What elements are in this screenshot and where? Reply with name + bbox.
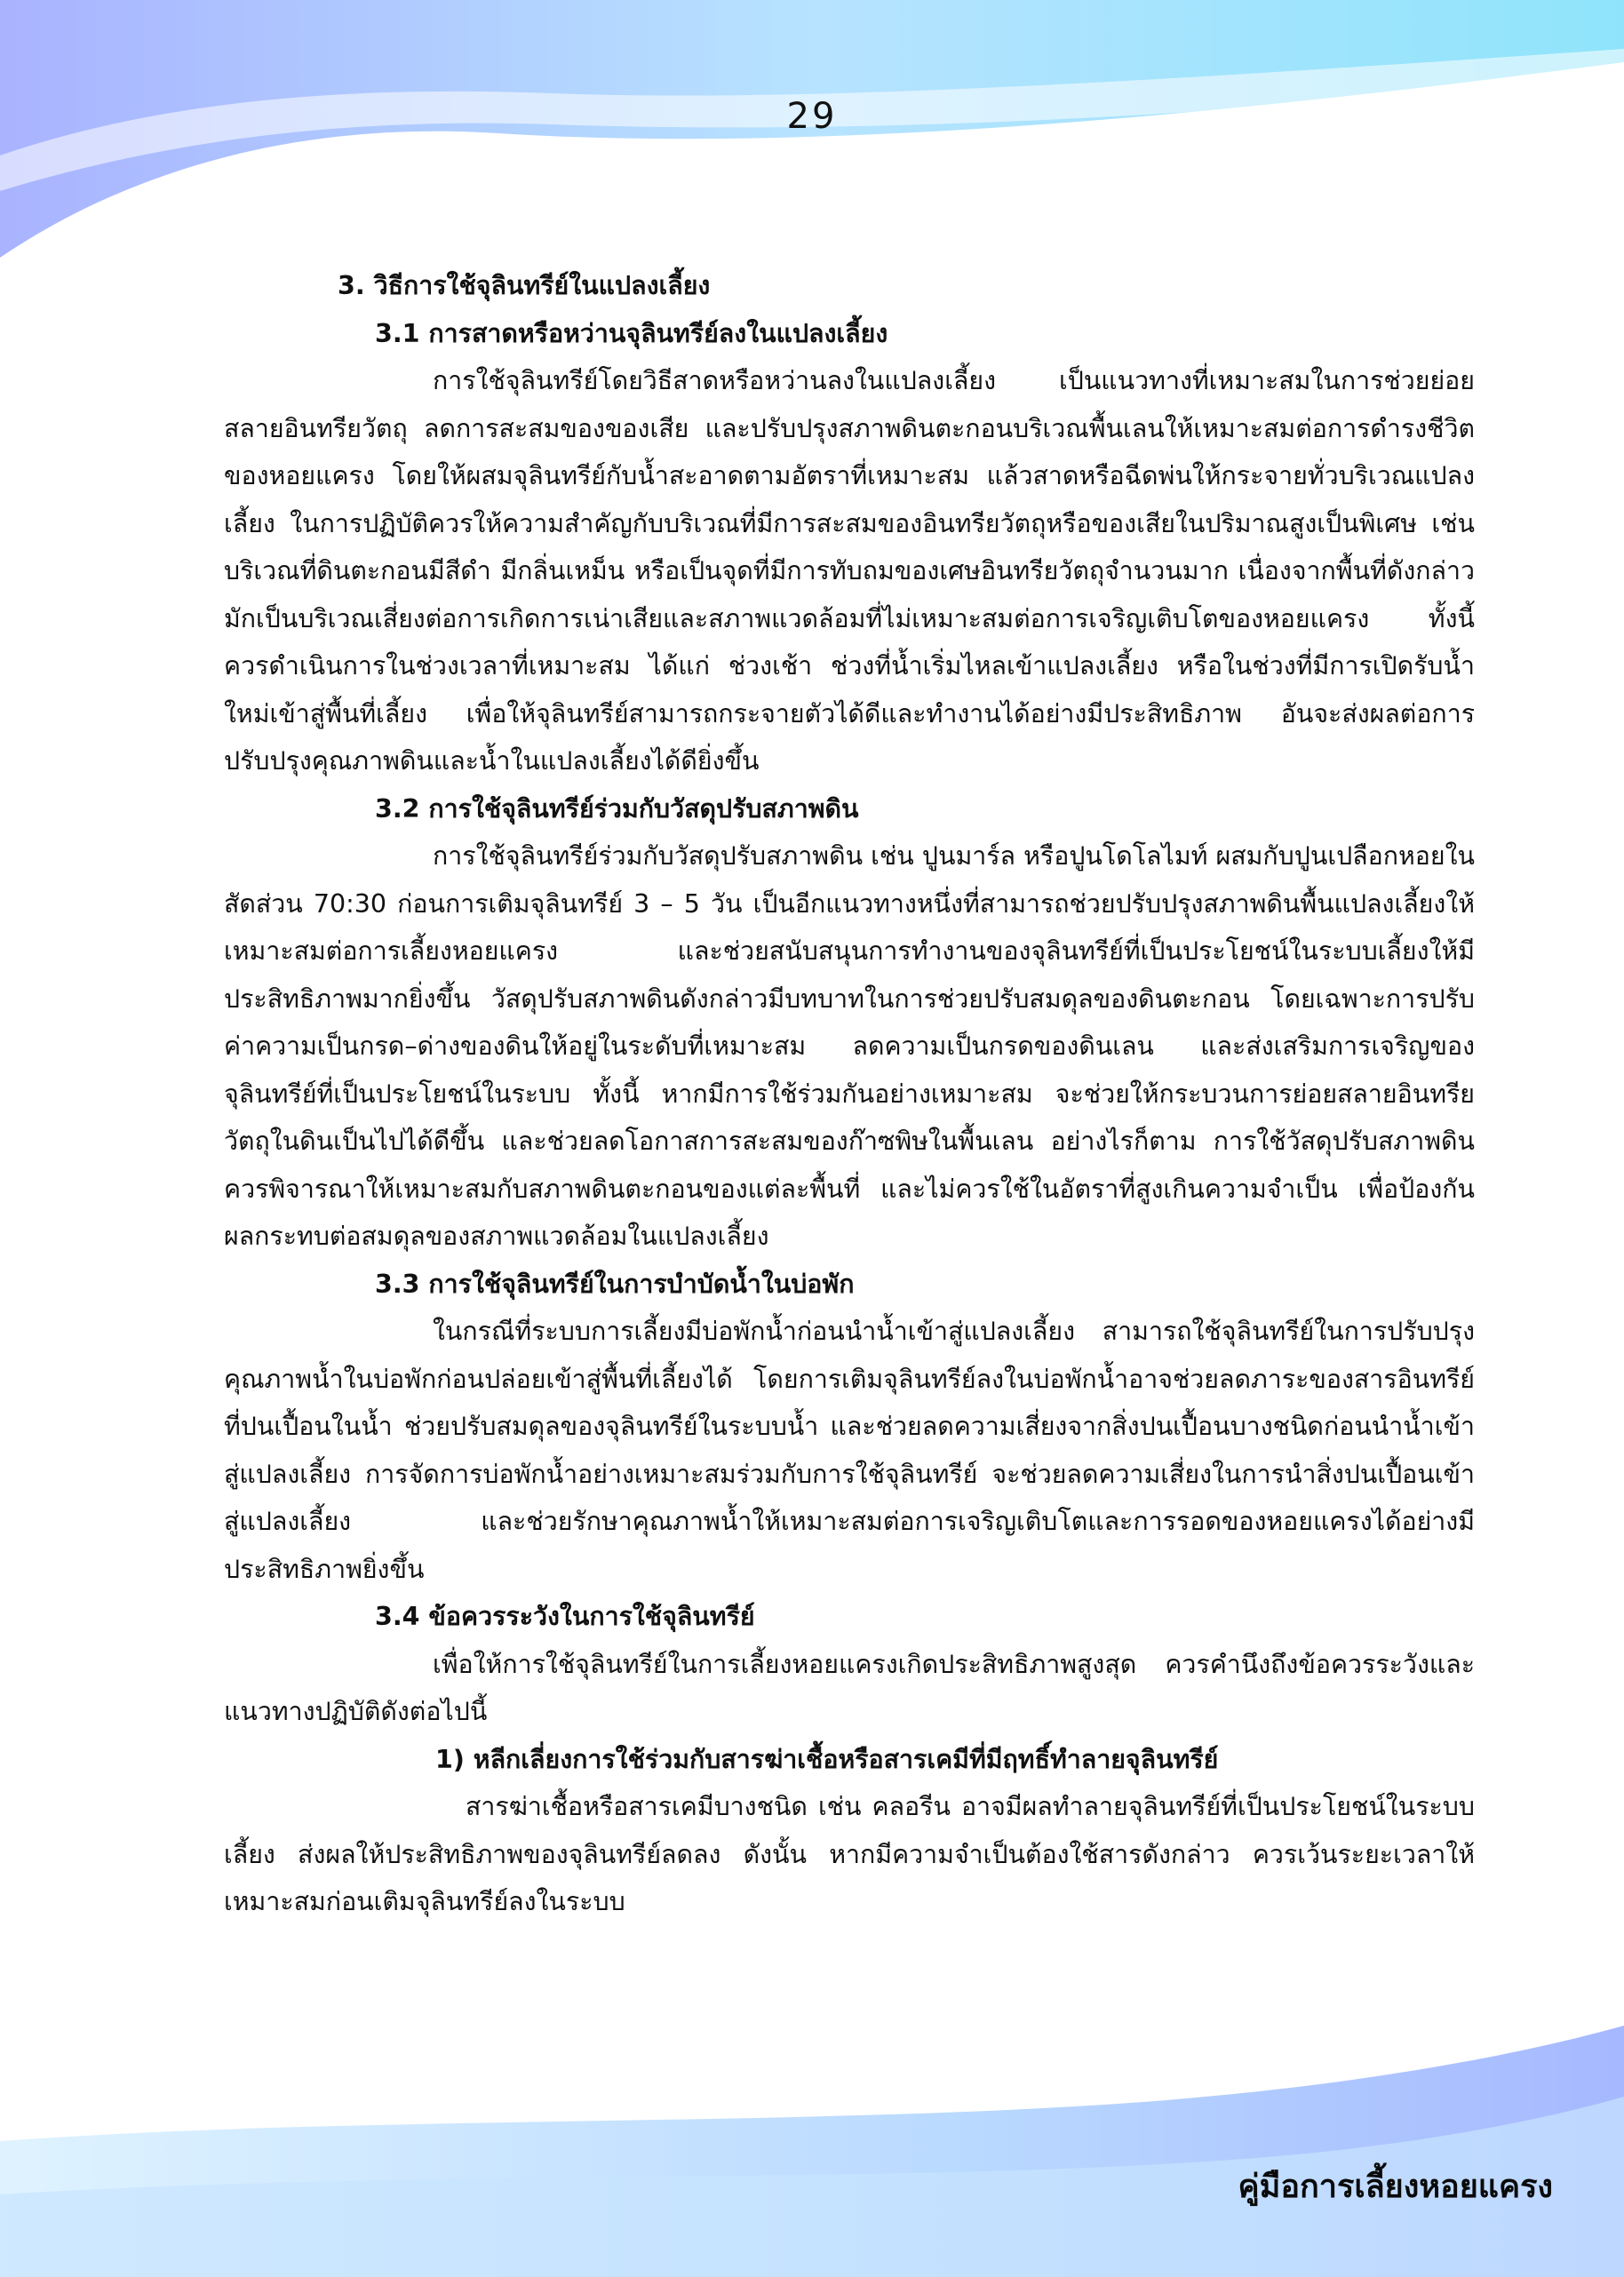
item-heading-1: 1) หลีกเลี่ยงการใช้ร่วมกับสารฆ่าเชื้อหรือสารเคมีที่มีฤทธิ์ทำลายจุลินทรีย์: [435, 1744, 1219, 1774]
paragraph-3-2: การใช้จุลินทรีย์ร่วมกับวัสดุปรับสภาพดิน เช่น ปูนมาร์ล หรือปูนโดโลไมท์ ผสมกับปูนเปลือกหอยในสัดส่วน 70:30 ก่อนการเติมจุลินทรีย์ 3 – 5 วัน เป็นอีกแนวทางหนึ่งที่สามารถช่วยปรับปรุงสภาพดินพื้นแปลงเลี้ยงให้เหมาะสมต่อการเลี้ยงหอยแครง และช่วยสนับสนุนการทำงานของจุลินทรีย์ที่เป็นประโยชน์ในระบบเลี้ยงให้มีประสิทธิภาพมากยิ่งขึ้น วัสดุปรับสภาพดินดังกล่าวมีบทบาทในการช่วยปรับสมดุลของดินตะกอน โดยเฉพาะการปรับค่าความเป็นกรด–ด่างของดินให้อยู่ในระดับที่เหมาะสม ลดความเป็นกรดของดินเลน และส่งเสริมการเจริญของจุลินทรีย์ที่เป็นประโยชน์ในระบบ ทั้งนี้ หากมีการใช้ร่วมกันอย่างเหมาะสม จะช่วยให้กระบวนการย่อยสลายอินทรียวัตถุในดินเป็นไปได้ดีขึ้น และช่วยลดโอกาสการสะสมของก๊าซพิษในพื้นเลน อย่างไรก็ตาม การใช้วัสดุปรับสภาพดินควรพิจารณาให้เหมาะสมกับสภาพดินตะกอนของแต่ละพื้นที่ และไม่ควรใช้ในอัตราที่สูงเกินความจำเป็น เพื่อป้องกันผลกระทบต่อสมดุลของสภาพแวดล้อมในแปลงเลี้ยง: [224, 841, 1475, 1251]
document-body: [224, 262, 1475, 1926]
subsection-heading-3-3: 3.3 การใช้จุลินทรีย์ในการบำบัดน้ำในบ่อพัก: [375, 1269, 855, 1299]
subsection-heading-3-4: 3.4 ข้อควรระวังในการใช้จุลินทรีย์: [375, 1602, 755, 1631]
section-heading: 3. วิธีการใช้จุลินทรีย์ในแปลงเลี้ยง: [338, 271, 711, 300]
bottom-wave-decoration: [0, 2026, 1624, 2277]
paragraph-3-3: ในกรณีที่ระบบการเลี้ยงมีบ่อพักน้ำก่อนนำน้ำเข้าสู่แปลงเลี้ยง สามารถใช้จุลินทรีย์ในการปรับปรุงคุณภาพน้ำในบ่อพักก่อนปล่อยเข้าสู่พื้นที่เลี้ยงได้ โดยการเติมจุลินทรีย์ลงในบ่อพักน้ำอาจช่วยลดภาระของสารอินทรีย์ที่ปนเปื้อนในน้ำ ช่วยปรับสมดุลของจุลินทรีย์ในระบบน้ำ และช่วยลดความเสี่ยงจากสิ่งปนเปื้อนบางชนิดก่อนนำน้ำเข้าสู่แปลงเลี้ยง การจัดการบ่อพักน้ำอย่างเหมาะสมร่วมกับการใช้จุลินทรีย์ จะช่วยลดความเสี่ยงในการนำสิ่งปนเปื้อนเข้าสู่แปลงเลี้ยง และช่วยรักษาคุณภาพน้ำให้เหมาะสมต่อการเจริญเติบโตและการรอดของหอยแครงได้อย่างมีประสิทธิภาพยิ่งขึ้น: [224, 1317, 1475, 1584]
item-paragraph-1: สารฆ่าเชื้อหรือสารเคมีบางชนิด เช่น คลอรีน อาจมีผลทำลายจุลินทรีย์ที่เป็นประโยชน์ในระบบเลี้ยง ส่งผลให้ประสิทธิภาพของจุลินทรีย์ลดลง ดังนั้น หากมีความจำเป็นต้องใช้สารดังกล่าว ควรเว้นระยะเวลาให้เหมาะสมก่อนเติมจุลินทรีย์ลงในระบบ: [224, 1792, 1475, 1916]
paragraph-3-1: การใช้จุลินทรีย์โดยวิธีสาดหรือหว่านลงในแปลงเลี้ยง เป็นแนวทางที่เหมาะสมในการช่วยย่อยสลายอินทรียวัตถุ ลดการสะสมของของเสีย และปรับปรุงสภาพดินตะกอนบริเวณพื้นเลนให้เหมาะสมต่อการดำรงชีวิตของหอยแครง โดยให้ผสมจุลินทรีย์กับน้ำสะอาดตามอัตราที่เหมาะสม แล้วสาดหรือฉีดพ่นให้กระจายทั่วบริเวณแปลงเลี้ยง ในการปฏิบัติควรให้ความสำคัญกับบริเวณที่มีการสะสมของอินทรียวัตถุหรือของเสียในปริมาณสูงเป็นพิเศษ เช่น บริเวณที่ดินตะกอนมีสีดำ มีกลิ่นเหม็น หรือเป็นจุดที่มีการทับถมของเศษอินทรียวัตถุจำนวนมาก เนื่องจากพื้นที่ดังกล่าวมักเป็นบริเวณเสี่ยงต่อการเกิดการเน่าเสียและสภาพแวดล้อมที่ไม่เหมาะสมต่อการเจริญเติบโตของหอยแครง ทั้งนี้ ควรดำเนินการในช่วงเวลาที่เหมาะสม ได้แก่ ช่วงเช้า ช่วงที่น้ำเริ่มไหลเข้าแปลงเลี้ยง หรือในช่วงที่มีการเปิดรับน้ำใหม่เข้าสู่พื้นที่เลี้ยง เพื่อให้จุลินทรีย์สามารถกระจายตัวได้ดีและทำงานได้อย่างมีประสิทธิภาพ อันจะส่งผลต่อการปรับปรุงคุณภาพดินและน้ำในแปลงเลี้ยงได้ดียิ่งขึ้น: [224, 366, 1475, 776]
page-number: 29: [786, 96, 838, 137]
footer-book-title: คู่มือการเลี้ยงหอยแครง: [1238, 2169, 1553, 2205]
subsection-heading-3-1: 3.1 การสาดหรือหว่านจุลินทรีย์ลงในแปลงเลี้ยง: [375, 318, 888, 348]
paragraph-3-4: เพื่อให้การใช้จุลินทรีย์ในการเลี้ยงหอยแครงเกิดประสิทธิภาพสูงสุด ควรคำนึงถึงข้อควรระวังและแนวทางปฏิบัติดังต่อไปนี้: [224, 1649, 1475, 1726]
subsection-heading-3-2: 3.2 การใช้จุลินทรีย์ร่วมกับวัสดุปรับสภาพดิน: [375, 793, 859, 824]
